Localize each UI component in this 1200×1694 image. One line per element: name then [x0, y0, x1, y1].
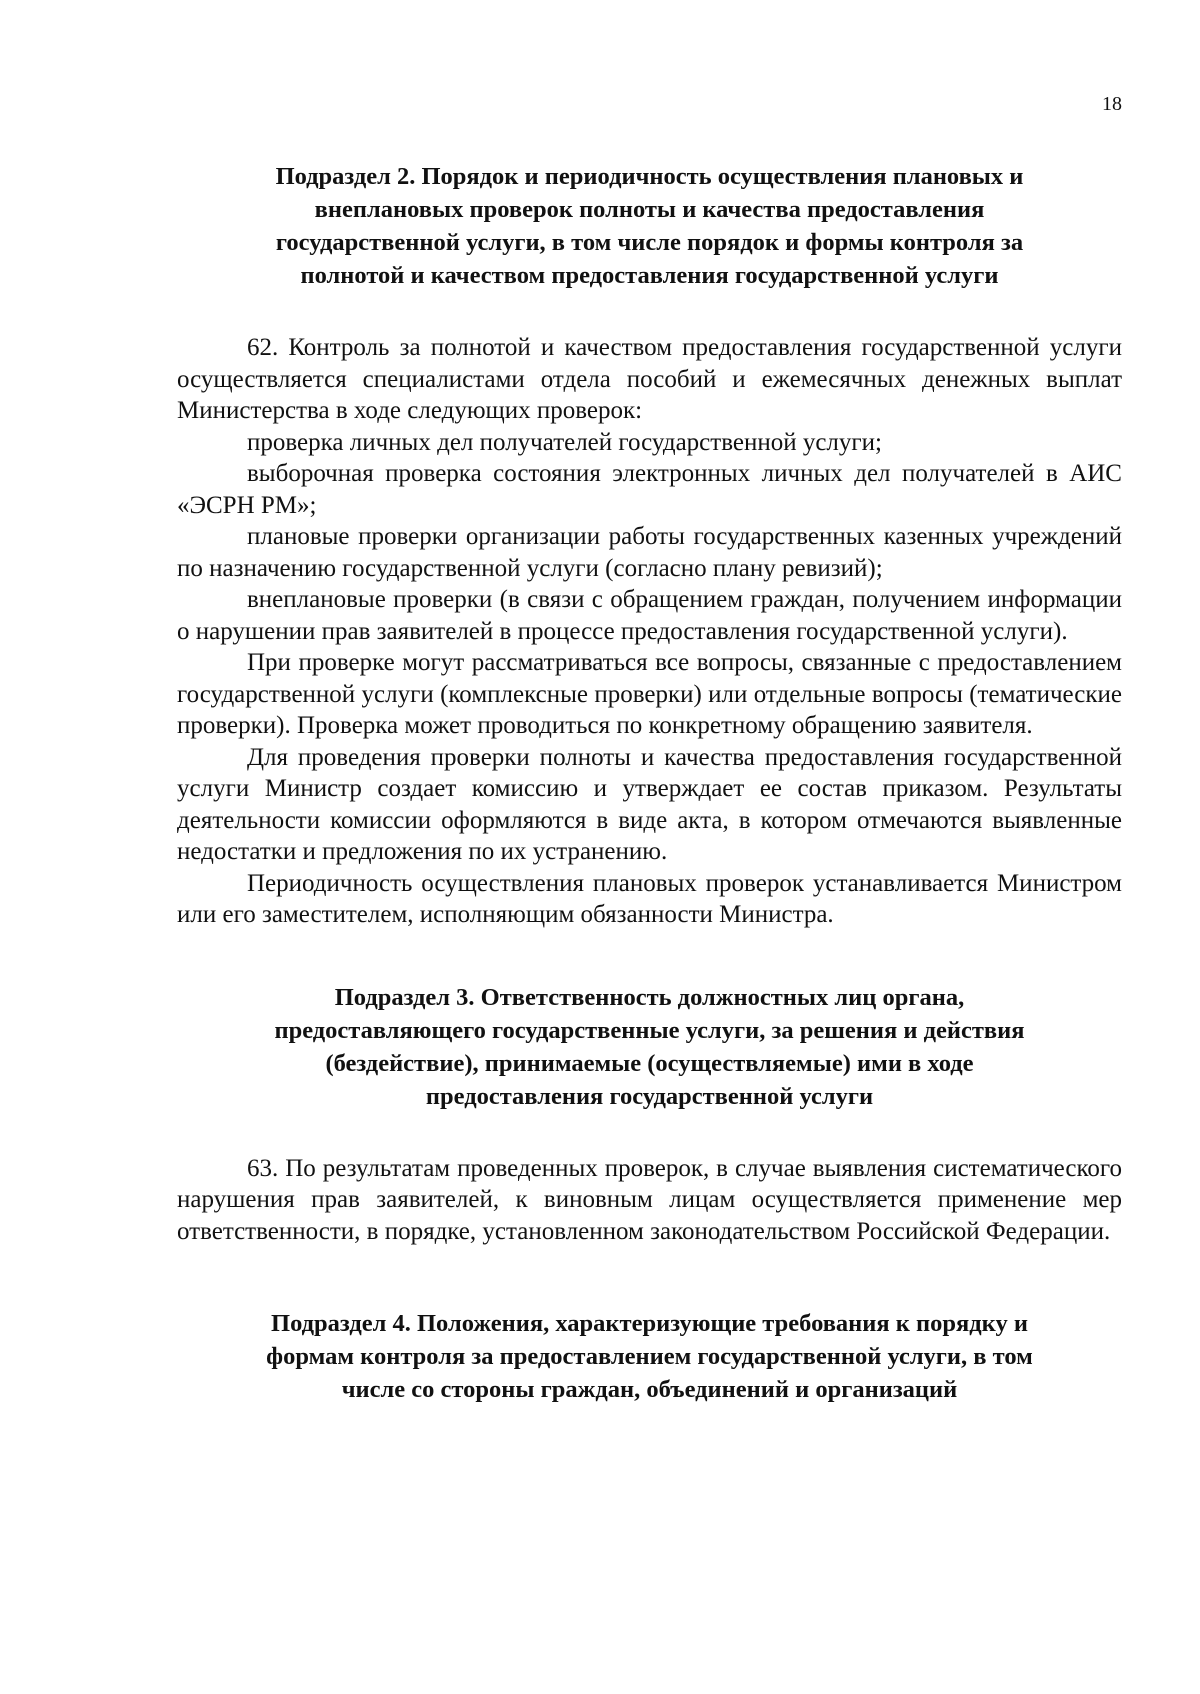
paragraph-63: 63. По результатам проведенных проверок, в случае выявления систематического нарушения прав заявителей, к виновным лицам осуществляется применение мер ответственности, в порядке, установленном законодательством Российской Федерации.	[177, 1154, 1122, 1245]
heading-line: полнотой и качеством предоставления государственной услуги	[300, 262, 999, 289]
heading-line: Подраздел 4. Положения, характеризующие требования к порядку и	[271, 1310, 1028, 1337]
paragraph-commission: Для проведения проверки полноты и качества предоставления государственной услуги Министр создает комиссию и утверждает ее состав приказом. Результаты деятельности комиссии оформляются в виде акта, в котором отмечаются выявленные недостатки и предложения по их устранению.	[177, 743, 1122, 865]
paragraph-unplanned-checks: внеплановые проверки (в связи с обращением граждан, получением информации о нарушении прав заявителей в процессе предоставления государственной услуги).	[177, 586, 1122, 645]
paragraph-periodicity: Периодичность осуществления плановых проверок устанавливается Министром или его заместителем, исполняющим обязанности Министра.	[177, 869, 1122, 928]
paragraph-62: 62. Контроль за полнотой и качеством предоставления государственной услуги осуществляется специалистами отдела пособий и ежемесячных денежных выплат Министерства в ходе следующих проверок:	[177, 334, 1122, 424]
page-number: 18	[1102, 93, 1122, 115]
paragraph-selective-check: выборочная проверка состояния электронных личных дел получателей в АИС «ЭСРН РМ»;	[177, 460, 1122, 519]
heading-line: (бездействие), принимаемые (осуществляемые) ими в ходе	[325, 1049, 974, 1077]
paragraph-check-personal-files: проверка личных дел получателей государственной услуги;	[247, 428, 882, 456]
paragraph-check-scope: При проверке могут рассматриваться все вопросы, связанные с предоставлением государственной услуги (комплексные проверки) или отдельные вопросы (тематические проверки). Проверка может проводиться по конкретному обращению заявителя.	[177, 649, 1122, 739]
heading-line: формам контроля за предоставлением государственной услуги, в том	[266, 1343, 1033, 1370]
heading-line: внеплановых проверок полноты и качества предоставления	[314, 196, 985, 223]
heading-line: предоставляющего государственные услуги, за решения и действия	[274, 1016, 1025, 1044]
heading-line: Подраздел 2. Порядок и периодичность осуществления плановых и	[275, 163, 1024, 190]
heading-line: государственной услуги, в том числе порядок и формы контроля за	[275, 229, 1024, 256]
subsection-2-heading	[177, 160, 1122, 292]
subsection-3-heading	[177, 981, 1122, 1113]
paragraph-planned-checks: плановые проверки организации работы государственных казенных учреждений по назначению государственной услуги (согласно плану ревизий);	[177, 523, 1122, 582]
document-body	[177, 160, 1122, 1406]
heading-line: числе со стороны граждан, объединений и организаций	[341, 1376, 958, 1403]
heading-line: Подраздел 3. Ответственность должностных лиц органа,	[334, 983, 965, 1011]
subsection-4-heading	[177, 1307, 1122, 1406]
heading-line: предоставления государственной услуги	[425, 1082, 874, 1110]
